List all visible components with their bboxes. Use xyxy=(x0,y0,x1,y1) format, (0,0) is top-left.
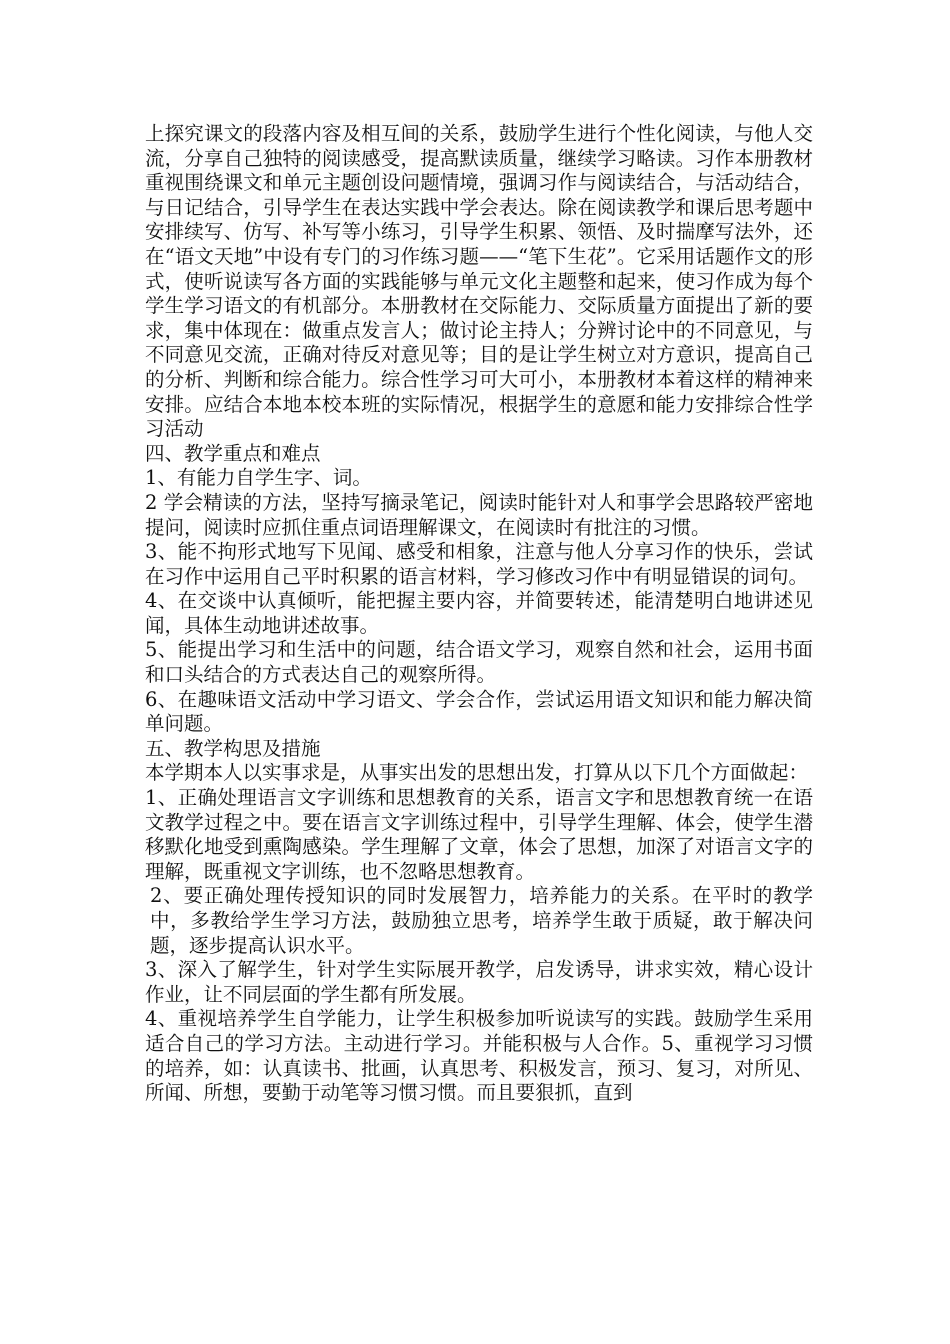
list-item-key-point-3: 3、能不拘形式地写下见闻、感受和相象，注意与他人分享习作的快乐，尝试在习作中运用自己平时积累的语言材料，学习修改习作中有明显错误的词句。 xyxy=(145,540,813,588)
list-item-key-point-2: 2 学会精读的方法，坚持写摘录笔记，阅读时能针对人和事学会思路较严密地提问，阅读时应抓住重点词语理解课文，在阅读时有批注的习惯。 xyxy=(145,490,813,539)
list-item-measure-4-5: 4、重视培养学生自学能力，让学生积极参加听说读写的实践。鼓励学生采用适合自己的学习方法。主动进行学习。并能积极与人合作。5、重视学习习惯的培养，如：认真读书、批画，认真思考、积极发言，预习、复习，对所见、所闻、所想，要勤于动笔等习惯习惯。而且要狠抓，直到 xyxy=(145,1007,813,1105)
list-item-key-point-6: 6、在趣味语文活动中学习语文、学会合作，尝试运用语文知识和能力解决简单问题。 xyxy=(145,687,813,736)
heading-key-points-and-difficulties: 四、教学重点和难点 xyxy=(145,441,321,465)
list-item-measure-3: 3、深入了解学生，针对学生实际展开教学，启发诱导，讲求实效，精心设计作业，让不同层面的学生都有所发展。 xyxy=(145,958,813,1006)
document-body xyxy=(145,122,813,1106)
list-item-key-point-1: 1、有能力自学生字、词。 xyxy=(145,466,372,490)
list-item-measure-1: 1、正确处理语言文字训练和思想教育的关系，语言文字和思想教育统一在语文教学过程之中。要在语言文字训练过程中，引导学生理解、体会，使学生潜移默化地受到熏陶感染。学生理解了文章，体会了思想，加深了对语言文字的理解，既重视文字训练，也不忽略思想教育。 xyxy=(145,786,813,883)
list-item-measure-2: 2、要正确处理传授知识的同时发展智力，培养能力的关系。在平时的教学中，多教给学生学习方法，鼓励独立思考，培养学生敢于质疑，敢于解决问题，逐步提高认识水平。 xyxy=(150,884,813,957)
paragraph-teaching-material-overview: 上探究课文的段落内容及相互间的关系，鼓励学生进行个性化阅读，与他人交流，分享自己独特的阅读感受，提高默读质量，继续学习略读。习作本册教材重视围绕课文和单元主题创设问题情境，强调习作与阅读结合，与活动结合，与日记结合，引导学生在表达实践中学会表达。除在阅读教学和课后思考题中安排续写、仿写、补写等小练习，引导学生积累、领悟、及时揣摩写法外，还在“语文天地”中设有专门的习作练习题——“笔下生花”。它采用话题作文的形式，使听说读写各方面的实践能够与单元文化主题整和起来，使习作成为每个学生学习语文的有机部分。本册教材在交际能力、交际质量方面提出了新的要求，集中体现在：做重点发言人；做讨论主持人；分辨讨论中的不同意见，与不同意见交流，正确对待反对意见等；目的是让学生树立对方意识，提高自己的分析、判断和综合能力。综合性学习可大可小，本册教材本着这样的精神来安排。应结合本地本校本班的实际情况，根据学生的意愿和能力安排综合性学习活动 xyxy=(145,122,813,441)
list-item-key-point-4: 4、在交谈中认真倾听，能把握主要内容，并简要转述，能清楚明白地讲述见闻，具体生动地讲述故事。 xyxy=(145,589,813,637)
paragraph-measures-intro: 本学期本人以实事求是，从事实出发的思想出发，打算从以下几个方面做起： xyxy=(145,761,809,785)
list-item-key-point-5: 5、能提出学习和生活中的问题，结合语文学习，观察自然和社会，运用书面和口头结合的方式表达自己的观察所得。 xyxy=(145,638,813,687)
heading-teaching-ideas-and-measures: 五、教学构思及措施 xyxy=(145,736,321,760)
